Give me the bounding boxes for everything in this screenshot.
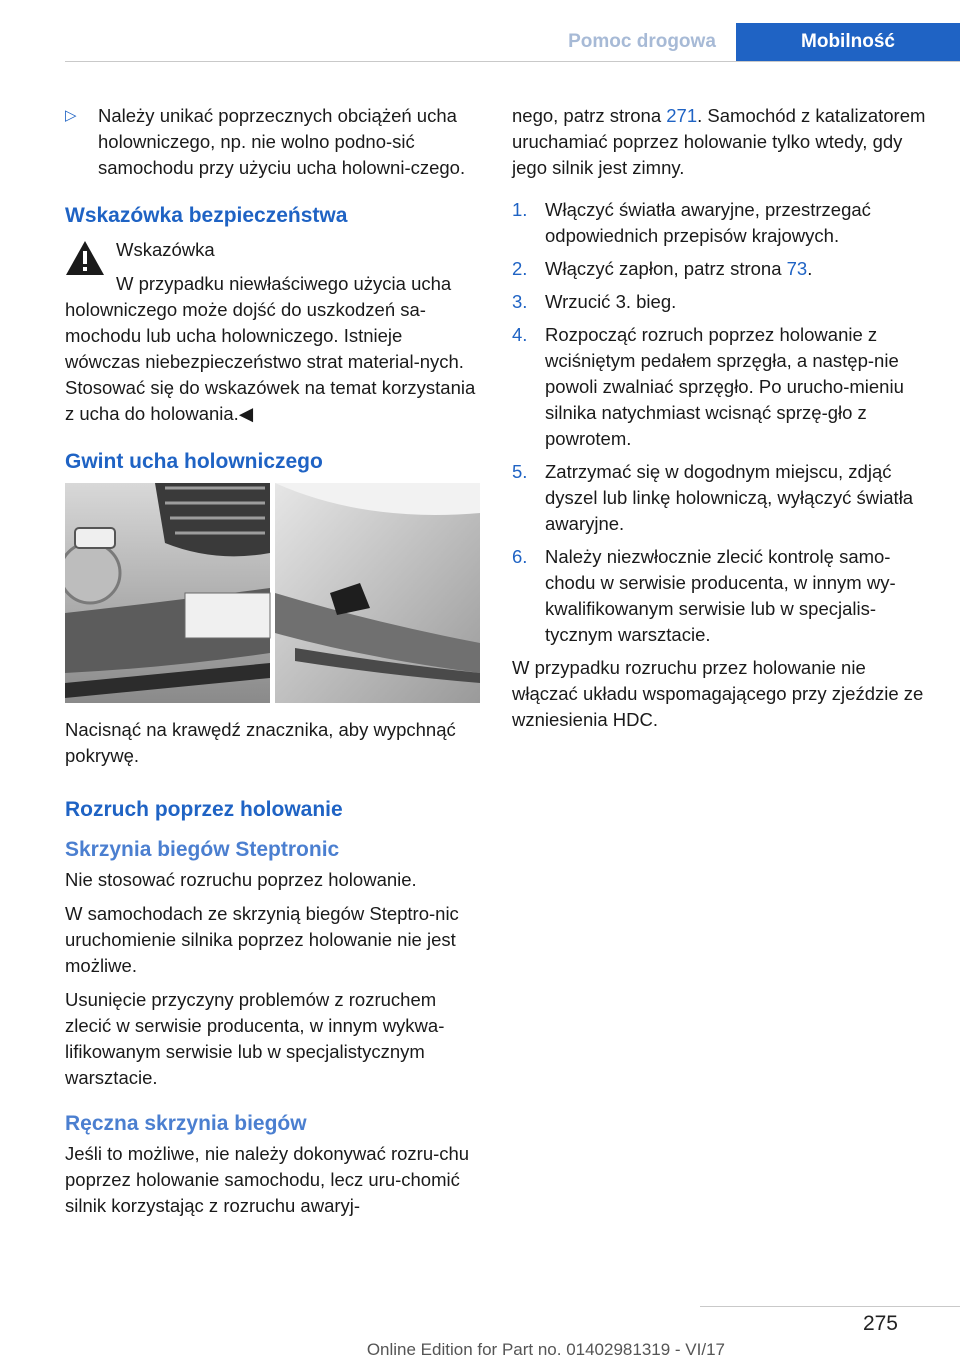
steptronic-p2: W samochodach ze skrzynią biegów Steptro‐nic uruchomienie silnika poprzez holowanie nie jest możliwe. <box>65 903 459 976</box>
footer-edition: Online Edition for Part no. 01402981319 - VI/17 <box>366 1340 725 1359</box>
bullet-item <box>65 103 482 181</box>
safety-heading: Wskazówka bezpieczeństwa <box>65 204 348 227</box>
list-item <box>512 544 930 648</box>
thread-heading: Gwint ucha holowniczego <box>65 450 323 473</box>
page-link-73[interactable]: 73 <box>786 258 808 279</box>
warning-label: Wskazówka <box>116 239 215 260</box>
steps-list <box>512 197 930 648</box>
bullet-text: Należy unikać poprzecznych obciążeń ucha holowniczego, np. nie wolno podno‐sić samochodu przy użyciu ucha holowni‐czego. <box>98 105 466 178</box>
step-text: Rozpocząć rozruch poprzez holowanie z wciśniętym pedałem sprzęgła, a następ‐nie powoli zwalniać sprzęgło. Po urucho‐mieniu silnika natychmiast wcisnąć sprzę‐gło z powrotem. <box>545 324 904 449</box>
tab-active[interactable]: Mobilność <box>736 23 960 61</box>
footer-rule <box>700 1306 960 1307</box>
list-item <box>512 322 930 452</box>
continuation-paragraph <box>512 103 930 181</box>
steptronic-heading: Skrzynia biegów Steptronic <box>65 838 340 861</box>
step-text: Wrzucić 3. bieg. <box>545 291 677 312</box>
tow-start-heading: Rozruch poprzez holowanie <box>65 798 343 821</box>
photo-caption: Nacisnąć na krawędź znacznika, aby wypchnąć pokrywę. <box>65 719 456 766</box>
step-number: 2. <box>512 258 528 279</box>
steptronic-p3: Usunięcie przyczyny problemów z rozruchem zlecić w serwisie producenta, w innym wykwa‐lifikowanym serwisie lub w specjalistycznym warsztacie. <box>65 989 445 1088</box>
warning-block <box>65 237 482 427</box>
step-number: 4. <box>512 324 528 345</box>
step-text: Włączyć światła awaryjne, przestrzegać odpowiednich przepisów krajowych. <box>545 199 871 246</box>
step-number: 1. <box>512 199 528 220</box>
list-item <box>512 197 930 249</box>
bumper-photo <box>65 483 480 703</box>
left-column <box>65 103 482 1227</box>
step-text: Należy niezwłocznie zlecić kontrolę samo‐chodu w serwisie producenta, w innym wy‐kwalifikowanym serwisie lub w specjalis‐tycznym warsztacie. <box>545 546 896 645</box>
warning-text: W przypadku niewłaściwego użycia ucha holowniczego może dojść do uszkodzeń sa‐mochodu lub ucha holowniczego. Istnieje wówczas niebezpieczeństwo strat material‐nych. Stosować się do wskazówek na temat korzystania z ucha do holowania.◀ <box>65 273 476 424</box>
tab-section[interactable]: Pomoc drogowa <box>568 31 716 52</box>
step-number: 6. <box>512 546 528 567</box>
step-text-end: . <box>807 258 813 279</box>
step-number: 5. <box>512 461 528 482</box>
step-text: Włączyć zapłon, patrz strona <box>545 258 787 279</box>
step-text: Zatrzymać się w dogodnym miejscu, zdjąć dyszel lub linkę holowniczą, wyłączyć światła awaryjne. <box>545 461 914 534</box>
triangle-bullet-icon: ▷ <box>65 107 77 124</box>
warning-triangle-icon <box>65 239 105 277</box>
list-item <box>512 459 930 537</box>
steptronic-p1: Nie stosować rozruchu poprzez holowanie. <box>65 869 417 890</box>
page-link-271[interactable]: 271 <box>666 105 698 126</box>
manual-p1: Jeśli to możliwe, nie należy dokonywać rozru‐chu poprzez holowanie samochodu, lecz uru‐chomić silnik korzystając z rozruchu awaryj‐ <box>65 1143 470 1216</box>
header-rule <box>65 61 960 62</box>
list-item <box>512 289 930 315</box>
manual-heading: Ręczna skrzynia biegów <box>65 1112 307 1135</box>
page-number: 275 <box>862 1312 898 1335</box>
step-number: 3. <box>512 291 528 312</box>
right-column <box>512 103 930 741</box>
continuation-text-b: . Samochód z katalizatorem uruchamiać poprzez holowanie tylko wtedy, gdy jego silnik jest zimny. <box>512 105 926 178</box>
list-item <box>512 256 930 282</box>
continuation-text-a: nego, patrz strona <box>512 105 667 126</box>
final-paragraph: W przypadku rozruchu przez holowanie nie włączać układu wspomagającego przy zjeździe ze wzniesienia HDC. <box>512 657 924 730</box>
